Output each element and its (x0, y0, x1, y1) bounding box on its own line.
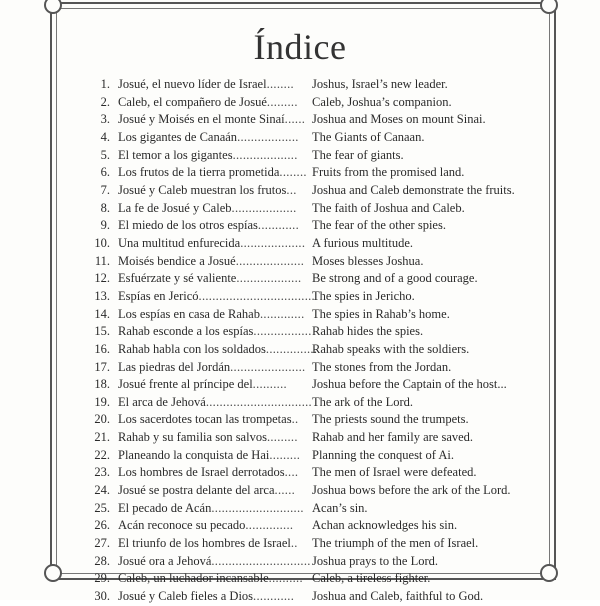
dot-leader: ......... (269, 447, 301, 462)
entry-english-title: Rahab and her family are saved. (312, 430, 474, 445)
entry-number: 30 . (88, 588, 110, 606)
index-entry (88, 464, 528, 482)
entry-english-title: The faith of Joshua and Caleb. (312, 200, 465, 215)
entry-english-title: The fear of the other spies. (312, 218, 446, 233)
index-entry (88, 447, 528, 465)
entry-english-title: The triumph of the men of Israel. (312, 536, 479, 551)
entry-spanish-title (110, 129, 306, 147)
entry-english-title: Joshua before the Captain of the host... (312, 377, 507, 392)
spanish-title-text: Josué, el nuevo líder de Israel (118, 77, 267, 91)
spanish-title-text: Planeando la conquista de Hai (118, 447, 270, 462)
index-entry (88, 411, 528, 429)
entry-spanish-title (110, 394, 312, 412)
entry-english-title: Caleb, Joshua’s companion. (312, 94, 452, 109)
entry-number: 5 . (88, 147, 110, 165)
index-entry (88, 288, 528, 306)
spanish-title-text: Josué frente al príncipe del (118, 377, 253, 392)
entry-english-title: Joshua bows before the ark of the Lord. (312, 483, 511, 498)
dot-leader: ............ (257, 218, 300, 233)
spanish-title-text: Rahab y su familia son salvos (118, 430, 267, 445)
entry-english-title: The men of Israel were defeated. (312, 465, 477, 480)
spanish-title-text: Los frutos de la tierra prometida (118, 165, 280, 180)
entry-number: 27 . (88, 535, 110, 553)
dot-leader: ................. (253, 324, 312, 339)
dot-leader: ......... (266, 430, 298, 445)
entry-english-title: Acan’s sin. (312, 500, 368, 515)
dot-leader: .............. (245, 518, 294, 533)
entry-spanish-title (110, 76, 306, 94)
index-entry (88, 323, 528, 341)
entry-number: 25 . (88, 500, 110, 518)
spanish-title-text: Rahab esconde a los espías (118, 324, 254, 339)
entry-spanish-title (110, 235, 306, 253)
entry-spanish-title (110, 306, 306, 324)
spanish-title-text: Moisés bendice a Josué (118, 253, 236, 268)
index-entry (88, 76, 528, 94)
entry-spanish-title (110, 588, 306, 606)
spanish-title-text: Los sacerdotes tocan las trompetas (118, 412, 292, 427)
entry-spanish-title (110, 464, 306, 482)
spanish-title-text: Caleb, un luchador incansable (118, 571, 269, 586)
spanish-title-text: Josué ora a Jehová (118, 553, 212, 568)
index-entry (88, 129, 528, 147)
dot-leader: ...................... (230, 359, 306, 374)
dot-leader: ................... (240, 235, 306, 250)
dot-leader: .......... (268, 571, 303, 586)
entry-english-title: Rahab hides the spies. (312, 324, 424, 339)
entry-spanish-title (110, 182, 306, 200)
entry-spanish-title (110, 411, 306, 429)
index-entry (88, 306, 528, 324)
entry-number: 20 . (88, 411, 110, 429)
index-entry (88, 553, 528, 571)
index-entry (88, 253, 528, 271)
spanish-title-text: Los hombres de Israel derrotados (118, 465, 285, 480)
entry-number: 3 . (88, 111, 110, 129)
entry-spanish-title (110, 200, 306, 218)
index-entry (88, 570, 528, 588)
entry-number: 6 . (88, 164, 110, 182)
entry-english-title: The spies in Jericho. (312, 288, 415, 303)
entry-spanish-title (110, 517, 306, 535)
dot-leader: ................... (232, 147, 298, 162)
entry-english-title: Be strong and of a good courage. (312, 271, 478, 286)
entry-spanish-title (110, 482, 306, 500)
border-corner-ornament (540, 564, 562, 586)
entry-english-title: The spies in Rahab’s home. (312, 306, 450, 321)
border-corner-ornament (44, 564, 66, 586)
entry-english-title: Achan acknowledges his sin. (312, 518, 458, 533)
dot-leader: .................................. (198, 288, 315, 303)
entry-number: 22 . (88, 447, 110, 465)
entry-number: 28 . (88, 553, 110, 571)
spanish-title-text: El temor a los gigantes (118, 147, 233, 162)
entry-english-title: Joshua and Moses on mount Sinai. (312, 112, 486, 127)
spanish-title-text: Caleb, el compañero de Josué (118, 94, 267, 109)
spanish-title-text: El arca de Jehová (118, 394, 206, 409)
entry-english-title: Joshua and Caleb demonstrate the fruits. (312, 182, 515, 197)
dot-leader: ............... (265, 341, 318, 356)
index-entry (88, 376, 528, 394)
spanish-title-text: Las piedras del Jordán (118, 359, 231, 374)
index-entry (88, 147, 528, 165)
dot-leader: ............ (253, 589, 295, 604)
dot-leader: ... (286, 182, 297, 197)
entry-number: 17 . (88, 359, 110, 377)
spanish-title-text: La fe de Josué y Caleb (118, 200, 232, 215)
entry-english-title: The fear of giants. (312, 147, 404, 162)
entry-english-title: The ark of the Lord. (312, 394, 414, 409)
entry-spanish-title (110, 111, 306, 129)
spanish-title-text: Josué y Moisés en el monte Sinaí (118, 112, 285, 127)
entry-spanish-title (110, 570, 306, 588)
entry-english-title: Planning the conquest of Ai. (312, 447, 454, 462)
spanish-title-text: Los gigantes de Canaán (118, 129, 238, 144)
entry-spanish-title (110, 217, 306, 235)
entry-english-title: Joshus, Israel’s new leader. (312, 77, 448, 91)
index-entry (88, 394, 528, 412)
spanish-title-text: Josué se postra delante del arca (118, 483, 275, 498)
index-entry (88, 429, 528, 447)
entry-english-title: Fruits from the promised land. (312, 165, 465, 180)
index-entry (88, 217, 528, 235)
entry-number: 11 . (88, 253, 110, 271)
border-corner-ornament (540, 0, 562, 18)
entry-number: 1 . (88, 76, 110, 94)
entry-number: 26 . (88, 517, 110, 535)
dot-leader: .... (284, 465, 299, 480)
dot-leader: ........ (266, 77, 294, 91)
index-entry (88, 359, 528, 377)
spanish-title-text: Josué y Caleb muestran los frutos (118, 182, 287, 197)
entry-spanish-title (110, 359, 306, 377)
entry-english-title: Joshua prays to the Lord. (312, 553, 439, 568)
entry-number: 15 . (88, 323, 110, 341)
dot-leader: .. (290, 536, 298, 551)
entry-spanish-title (110, 147, 306, 165)
index-entry (88, 270, 528, 288)
entry-number: 14 . (88, 306, 110, 324)
entry-english-title: Moses blesses Joshua. (312, 253, 424, 268)
entry-number: 7 . (88, 182, 110, 200)
dot-leader: .................. (237, 129, 299, 144)
entry-number: 4 . (88, 129, 110, 147)
index-entry (88, 182, 528, 200)
spanish-title-text: Acán reconoce su pecado (118, 518, 246, 533)
spanish-title-text: El triunfo de los hombres de Israel (118, 536, 291, 551)
dot-leader: ................... (231, 200, 297, 215)
entry-spanish-title (110, 376, 306, 394)
entry-english-title: Joshua and Caleb, faithful to God. (312, 589, 484, 604)
entry-english-title: Rahab speaks with the soldiers. (312, 341, 470, 356)
entry-number: 16 . (88, 341, 110, 359)
entry-english-title: The stones from the Jordan. (312, 359, 452, 374)
entry-number: 9 . (88, 217, 110, 235)
entry-spanish-title (110, 288, 315, 306)
index-entry (88, 164, 528, 182)
entry-number: 13 . (88, 288, 110, 306)
entry-number: 8 . (88, 200, 110, 218)
entry-spanish-title (110, 323, 312, 341)
spanish-title-text: Esfuérzate y sé valiente (118, 271, 237, 286)
entry-spanish-title (110, 94, 306, 112)
entry-spanish-title (110, 341, 318, 359)
spanish-title-text: Josué y Caleb fieles a Dios (118, 589, 254, 604)
spanish-title-text: El pecado de Acán (118, 500, 212, 515)
entry-english-title: A furious multitude. (312, 235, 414, 250)
entry-spanish-title (110, 553, 311, 571)
dot-leader: ......... (266, 94, 298, 109)
entry-number: 10 . (88, 235, 110, 253)
spanish-title-text: Espías en Jericó (118, 288, 199, 303)
entry-number: 18 . (88, 376, 110, 394)
dot-leader: .......... (252, 377, 287, 392)
index-entry (88, 111, 528, 129)
entry-number: 29 . (88, 570, 110, 588)
dot-leader: ...... (284, 112, 306, 127)
index-entry (88, 482, 528, 500)
entry-english-title: Caleb, a tireless fighter. (312, 571, 431, 586)
entry-spanish-title (110, 535, 306, 553)
entry-number: 19 . (88, 394, 110, 412)
dot-leader: ...... (274, 483, 296, 498)
entry-number: 23 . (88, 464, 110, 482)
index-entry (88, 500, 528, 518)
index-entry (88, 94, 528, 112)
dot-leader: ............. (259, 306, 305, 321)
entry-english-title: The Giants of Canaan. (312, 129, 425, 144)
index-entry (88, 235, 528, 253)
dot-leader: ........................... (211, 500, 304, 515)
entry-spanish-title (110, 500, 306, 518)
dot-leader: ........ (279, 165, 307, 180)
spanish-title-text: Rahab habla con los soldados (118, 341, 266, 356)
dot-leader: ............................... (205, 394, 312, 409)
entry-number: 24 . (88, 482, 110, 500)
entry-spanish-title (110, 270, 306, 288)
border-corner-ornament (44, 0, 66, 18)
dot-leader: ............................. (211, 553, 311, 568)
entry-english-title: The priests sound the trumpets. (312, 412, 469, 427)
dot-leader: .................... (235, 253, 305, 268)
index-entry (88, 517, 528, 535)
dot-leader: ................... (236, 271, 302, 286)
entry-spanish-title (110, 164, 306, 182)
index-entry (88, 200, 528, 218)
index-entry (88, 588, 528, 606)
entry-spanish-title (110, 253, 306, 271)
spanish-title-text: Los espías en casa de Rahab (118, 306, 260, 321)
page-title: Índice (253, 27, 347, 67)
index-entry (88, 341, 528, 359)
entry-spanish-title (110, 447, 306, 465)
entry-number: 21 . (88, 429, 110, 447)
spanish-title-text: El miedo de los otros espías (118, 218, 258, 233)
entry-number: 2 . (88, 94, 110, 112)
entry-number: 12 . (88, 270, 110, 288)
entry-spanish-title (110, 429, 306, 447)
index-list (88, 76, 528, 606)
spanish-title-text: Una multitud enfurecida (118, 235, 241, 250)
index-entry (88, 535, 528, 553)
dot-leader: .. (291, 412, 299, 427)
